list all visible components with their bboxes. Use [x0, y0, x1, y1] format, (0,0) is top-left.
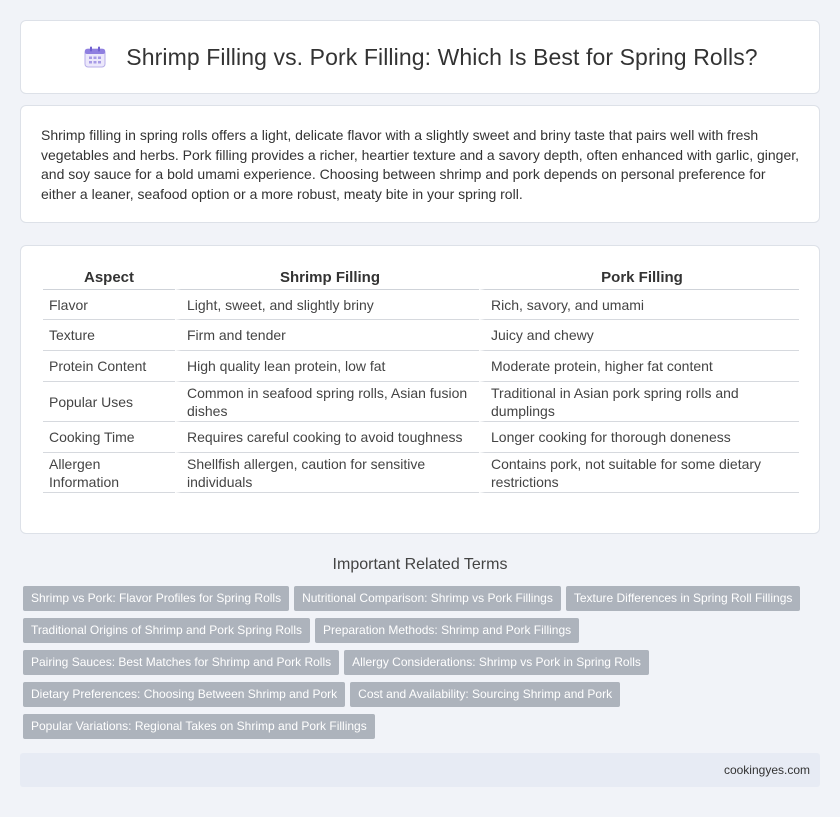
row-pork-value: Contains pork, not suitable for some dietary restrictions — [479, 453, 799, 493]
row-pork-value: Moderate protein, higher fat content — [479, 351, 799, 382]
row-aspect: Cooking Time — [43, 422, 175, 453]
intro-card — [20, 105, 820, 223]
related-term-tag[interactable]: Nutritional Comparison: Shrimp vs Pork Fillings — [294, 586, 561, 611]
row-aspect: Popular Uses — [43, 382, 175, 422]
table-row — [43, 290, 799, 320]
table-row — [43, 422, 799, 453]
column-header-aspect: Aspect — [43, 266, 175, 290]
row-aspect: Protein Content — [43, 351, 175, 382]
related-term-tag[interactable]: Shrimp vs Pork: Flavor Profiles for Spring Rolls — [23, 586, 289, 611]
related-terms-tags — [23, 586, 823, 746]
row-pork-value: Traditional in Asian pork spring rolls and dumplings — [479, 382, 799, 422]
comparison-table — [43, 266, 799, 493]
calendar-icon — [82, 44, 108, 70]
row-shrimp-value: Firm and tender — [175, 320, 479, 351]
row-shrimp-value: Common in seafood spring rolls, Asian fusion dishes — [175, 382, 479, 422]
column-header-pork: Pork Filling — [479, 266, 799, 290]
row-pork-value: Juicy and chewy — [479, 320, 799, 351]
comparison-table-card — [20, 245, 820, 534]
intro-paragraph: Shrimp filling in spring rolls offers a light, delicate flavor with a slightly sweet and briny taste that pairs well with fresh vegetables and herbs. Pork filling provides a richer, heartier texture and a savory depth, often enhanced with garlic, ginger, and soy sauce for a bold umami experience. Choosing between shrimp and pork depends on personal preference for either a leaner, seafood option or a more robust, meaty bite in your spring roll. — [41, 127, 800, 202]
related-term-tag[interactable]: Pairing Sauces: Best Matches for Shrimp and Pork Rolls — [23, 650, 339, 675]
related-terms-heading: Important Related Terms — [332, 556, 508, 573]
related-term-tag[interactable]: Texture Differences in Spring Roll Fillings — [566, 586, 801, 611]
table-row — [43, 320, 799, 351]
related-term-tag[interactable]: Preparation Methods: Shrimp and Pork Fillings — [315, 618, 579, 643]
table-row — [43, 382, 799, 422]
row-shrimp-value: Shellfish allergen, caution for sensitive individuals — [175, 453, 479, 493]
related-term-tag[interactable]: Cost and Availability: Sourcing Shrimp and Pork — [350, 682, 620, 707]
title-card — [20, 20, 820, 94]
column-header-shrimp: Shrimp Filling — [175, 266, 479, 290]
table-row — [43, 453, 799, 493]
footer — [20, 753, 820, 787]
row-pork-value: Rich, savory, and umami — [479, 290, 799, 320]
page-title: Shrimp Filling vs. Pork Filling: Which Is Best for Spring Rolls? — [126, 43, 758, 70]
row-shrimp-value: High quality lean protein, low fat — [175, 351, 479, 382]
related-term-tag[interactable]: Allergy Considerations: Shrimp vs Pork in Spring Rolls — [344, 650, 649, 675]
row-aspect: Flavor — [43, 290, 175, 320]
related-term-tag[interactable]: Traditional Origins of Shrimp and Pork Spring Rolls — [23, 618, 310, 643]
footer-site-link[interactable]: cookingyes.com — [723, 763, 810, 777]
table-row — [43, 351, 799, 382]
related-term-tag[interactable]: Popular Variations: Regional Takes on Shrimp and Pork Fillings — [23, 714, 375, 739]
related-term-tag[interactable]: Dietary Preferences: Choosing Between Shrimp and Pork — [23, 682, 345, 707]
row-shrimp-value: Light, sweet, and slightly briny — [175, 290, 479, 320]
row-shrimp-value: Requires careful cooking to avoid toughness — [175, 422, 479, 453]
row-aspect: Texture — [43, 320, 175, 351]
row-pork-value: Longer cooking for thorough doneness — [479, 422, 799, 453]
table-header-row — [43, 266, 799, 290]
row-aspect: Allergen Information — [43, 453, 175, 493]
